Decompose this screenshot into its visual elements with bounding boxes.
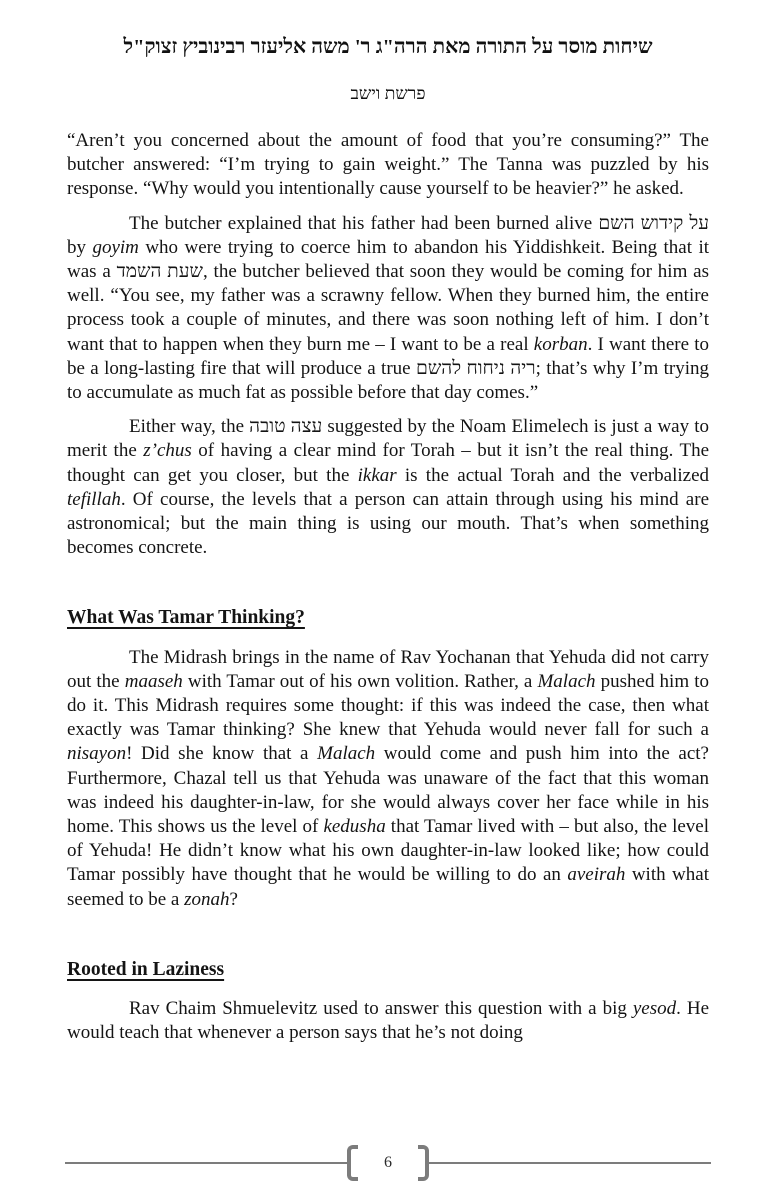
document-header [67, 34, 709, 104]
hebrew-phrase: עצה טובה [249, 416, 323, 438]
parsha-subtitle: פרשת וישב [350, 83, 426, 103]
italic-term: kedusha [323, 816, 386, 838]
section-heading: What Was Tamar Thinking? [67, 607, 305, 629]
text-run: suggested by the Noam Elimelech is just a way to merit the [67, 416, 709, 462]
body-paragraph [67, 646, 709, 912]
text-run: Rav Chaim Shmuelevitz used to answer this question with a big [129, 998, 633, 1020]
text-run: would come and push him into the act? Furthermore, Chazal tell us that Yehuda was unaware of the fact that this woman was indeed his daughter-in-law, for she would always cover her face while in his home. This shows us the level of [67, 743, 709, 838]
italic-term: maaseh [124, 670, 183, 692]
body-paragraph [67, 415, 709, 560]
text-run: ! Did she know that a [126, 743, 318, 765]
italic-term: goyim [92, 236, 139, 258]
text-run: The Midrash brings in the name of Rav Yochanan that Yehuda did not carry out the [67, 646, 709, 692]
hebrew-phrase: על קידוש השם [598, 212, 709, 234]
footer-rule-left [65, 1162, 347, 1164]
text-run: . Of course, the levels that a person can attain through using his mind are astronomical; but the main thing is using our mouth. That’s when something becomes concrete. [67, 488, 709, 559]
text-run: with Tamar out of his own volition. Rather, a [182, 670, 538, 692]
hebrew-phrase: שעת השמד [116, 261, 203, 283]
text-run: , the butcher believed that soon they would be coming for him as well. “You see, my father was a scrawny fellow. When they burned him, the entire process took a couple of minutes, and there was soon nothing left of him. I don’t want that to happen when they burn me – I want to be a real [67, 261, 709, 355]
text-run: The butcher explained that his father had been burned alive [129, 212, 599, 234]
text-run: ? [229, 888, 238, 910]
section-heading: Rooted in Laziness [67, 958, 225, 980]
text-run: who were trying to coerce him to abandon his Yiddishkeit. Being that it was a [67, 236, 710, 283]
body-paragraph [67, 129, 709, 202]
text-run: Either way, the [129, 416, 250, 438]
text-run: pushed him to do it. This Midrash requires some thought: if this was indeed the case, then what exactly was Tamar thinking? She knew that Yehuda would never fall for such a [67, 670, 709, 741]
text-run: is the actual Torah and the verbalized [396, 464, 710, 486]
text-run: with what seemed to be a [67, 864, 709, 910]
page-footer [0, 1145, 776, 1181]
italic-term: zonah [184, 888, 230, 910]
italic-term: korban [533, 333, 588, 355]
italic-term: Malach [317, 743, 376, 765]
page-number: 6 [384, 1154, 392, 1171]
document-body [67, 129, 709, 1046]
italic-term: ikkar [357, 464, 397, 486]
hebrew-phrase: ריה ניחוח להשם [415, 357, 536, 379]
text-run: that Tamar lived with – but also, the level of Yehuda! He didn’t know what his own daughter-in-law looked like; how could Tamar possibly have thought that he would be willing to do an [67, 816, 709, 886]
left-bracket-ornament [347, 1145, 358, 1181]
italic-term: nisayon [67, 743, 127, 765]
text-run: . I want there to be a long-lasting fire that will produce a true [67, 333, 709, 379]
italic-term: yesod [632, 998, 677, 1020]
italic-term: tefillah [67, 488, 121, 510]
body-paragraph [67, 997, 709, 1045]
footer-rule-right [429, 1162, 711, 1164]
body-paragraph [67, 212, 709, 406]
italic-term: aveirah [567, 864, 626, 886]
text-run: “Aren’t you concerned about the amount of food that you’re consuming?” The butcher answered: “I’m trying to gain weight.” The Tanna was puzzled by his response. “Why would you intentionally cause yourself to be heavier?” he asked. [67, 130, 709, 200]
text-run: . He would teach that whenever a person says that he’s not doing [67, 998, 709, 1044]
right-bracket-ornament [418, 1145, 429, 1181]
italic-term: Malach [537, 670, 596, 692]
text-run: ; that’s why I’m trying to accumulate as much fat as possible before that day comes.” [67, 357, 710, 404]
italic-term: z’chus [143, 440, 192, 462]
text-run: by [67, 236, 93, 258]
document-title-hebrew: שיחות מוסר על התורה מאת הרה"ג ר' משה אליעזר רבינוביץ זצוק"ל [123, 36, 653, 58]
text-run: of having a clear mind for Torah – but it isn’t the real thing. The thought can get you closer, but the [67, 440, 710, 486]
